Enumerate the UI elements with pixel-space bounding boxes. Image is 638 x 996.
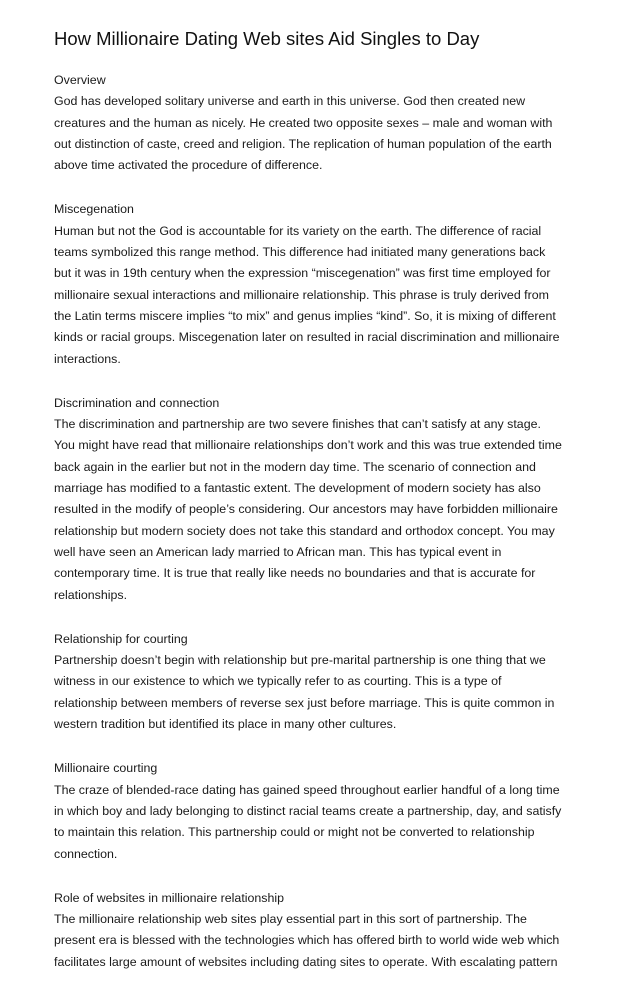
body-line: western tradition but identified its place in many other cultures. <box>54 717 397 732</box>
body-line: interactions. <box>54 351 121 366</box>
section-discrimination-and-connection <box>54 393 594 606</box>
section-relationship-for-courting <box>54 629 594 735</box>
body-line: but it was in 19th century when the expression “miscegenation” was first time employed for <box>54 266 551 281</box>
section-miscegenation <box>54 199 594 369</box>
body-line: The craze of blended-race dating has gained speed throughout earlier handful of a long time <box>54 782 560 797</box>
document-page <box>54 26 594 996</box>
section-body <box>54 221 594 370</box>
body-line: above time activated the procedure of difference. <box>54 158 323 173</box>
section-overview <box>54 70 594 176</box>
section-body <box>54 909 594 973</box>
body-line: connection. <box>54 846 118 861</box>
body-line: relationship but modern society does not take this standard and orthodox concept. You may <box>54 523 555 538</box>
body-line: contemporary time. It is true that really like needs no boundaries and that is accurate for <box>54 566 536 581</box>
body-line: The millionaire relationship web sites play essential part in this sort of partnership. The <box>54 912 527 927</box>
section-body <box>54 91 594 176</box>
body-line: relationships. <box>54 587 128 602</box>
body-line: Partnership doesn’t begin with relationship but pre-marital partnership is one thing that we <box>54 653 546 668</box>
document-title: How Millionaire Dating Web sites Aid Singles to Day <box>54 28 480 49</box>
body-line: God has developed solitary universe and earth in this universe. God then created new <box>54 94 526 109</box>
body-line: resulted in the modify of people’s considering. Our ancestors may have forbidden millionaire <box>54 502 558 517</box>
body-line: in which boy and lady belonging to distinct racial teams create a partnership, day, and satisfy <box>54 803 562 818</box>
section-body <box>54 650 594 735</box>
body-line: relationship between members of reverse sex just before marriage. This is quite common in <box>54 695 555 710</box>
section-heading: Relationship for courting <box>54 631 188 646</box>
body-line: teams symbolized this range method. This difference had initiated many generations back <box>54 245 546 260</box>
section-millionaire-courting <box>54 758 594 864</box>
body-line: witness in our existence to which we typically refer to as courting. This is a type of <box>54 674 502 689</box>
body-line: creatures and the human as nicely. He created two opposite sexes – male and woman with <box>54 115 553 130</box>
body-line: millionaire sexual interactions and millionaire relationship. This phrase is truly derived from <box>54 287 549 302</box>
body-line: well have seen an American lady married to African man. This has typical event in <box>54 544 502 559</box>
body-line: back again in the earlier but not in the modern day time. The scenario of connection and <box>54 459 536 474</box>
section-role-of-websites <box>54 888 594 973</box>
body-line: The discrimination and partnership are two severe finishes that can’t satisfy at any stage. <box>54 417 541 432</box>
section-body <box>54 414 594 606</box>
section-heading: Discrimination and connection <box>54 395 220 410</box>
body-line: kinds or racial groups. Miscegenation later on resulted in racial discrimination and millionaire <box>54 330 560 345</box>
body-line: marriage has modified to a fantastic extent. The development of modern society has also <box>54 481 541 496</box>
body-line: out distinction of caste, creed and religion. The replication of human population of the earth <box>54 136 552 151</box>
section-heading: Miscegenation <box>54 202 134 217</box>
section-heading: Millionaire courting <box>54 761 158 776</box>
section-heading: Overview <box>54 73 106 87</box>
body-line: the Latin terms miscere implies “to mix” and genus implies “kind”. So, it is mixing of different <box>54 308 556 323</box>
body-line: to maintain this relation. This partnership could or might not be converted to relationship <box>54 825 535 840</box>
section-body <box>54 780 594 865</box>
section-heading: Role of websites in millionaire relationship <box>54 890 285 905</box>
body-line: Human but not the God is accountable for its variety on the earth. The difference of racial <box>54 223 542 238</box>
body-line: present era is blessed with the technologies which has offered birth to world wide web which <box>54 933 560 948</box>
body-line: You might have read that millionaire relationships don’t work and this was true extended time <box>54 438 562 453</box>
body-line: facilitates large amount of websites including dating sites to operate. With escalating pattern <box>54 954 558 969</box>
